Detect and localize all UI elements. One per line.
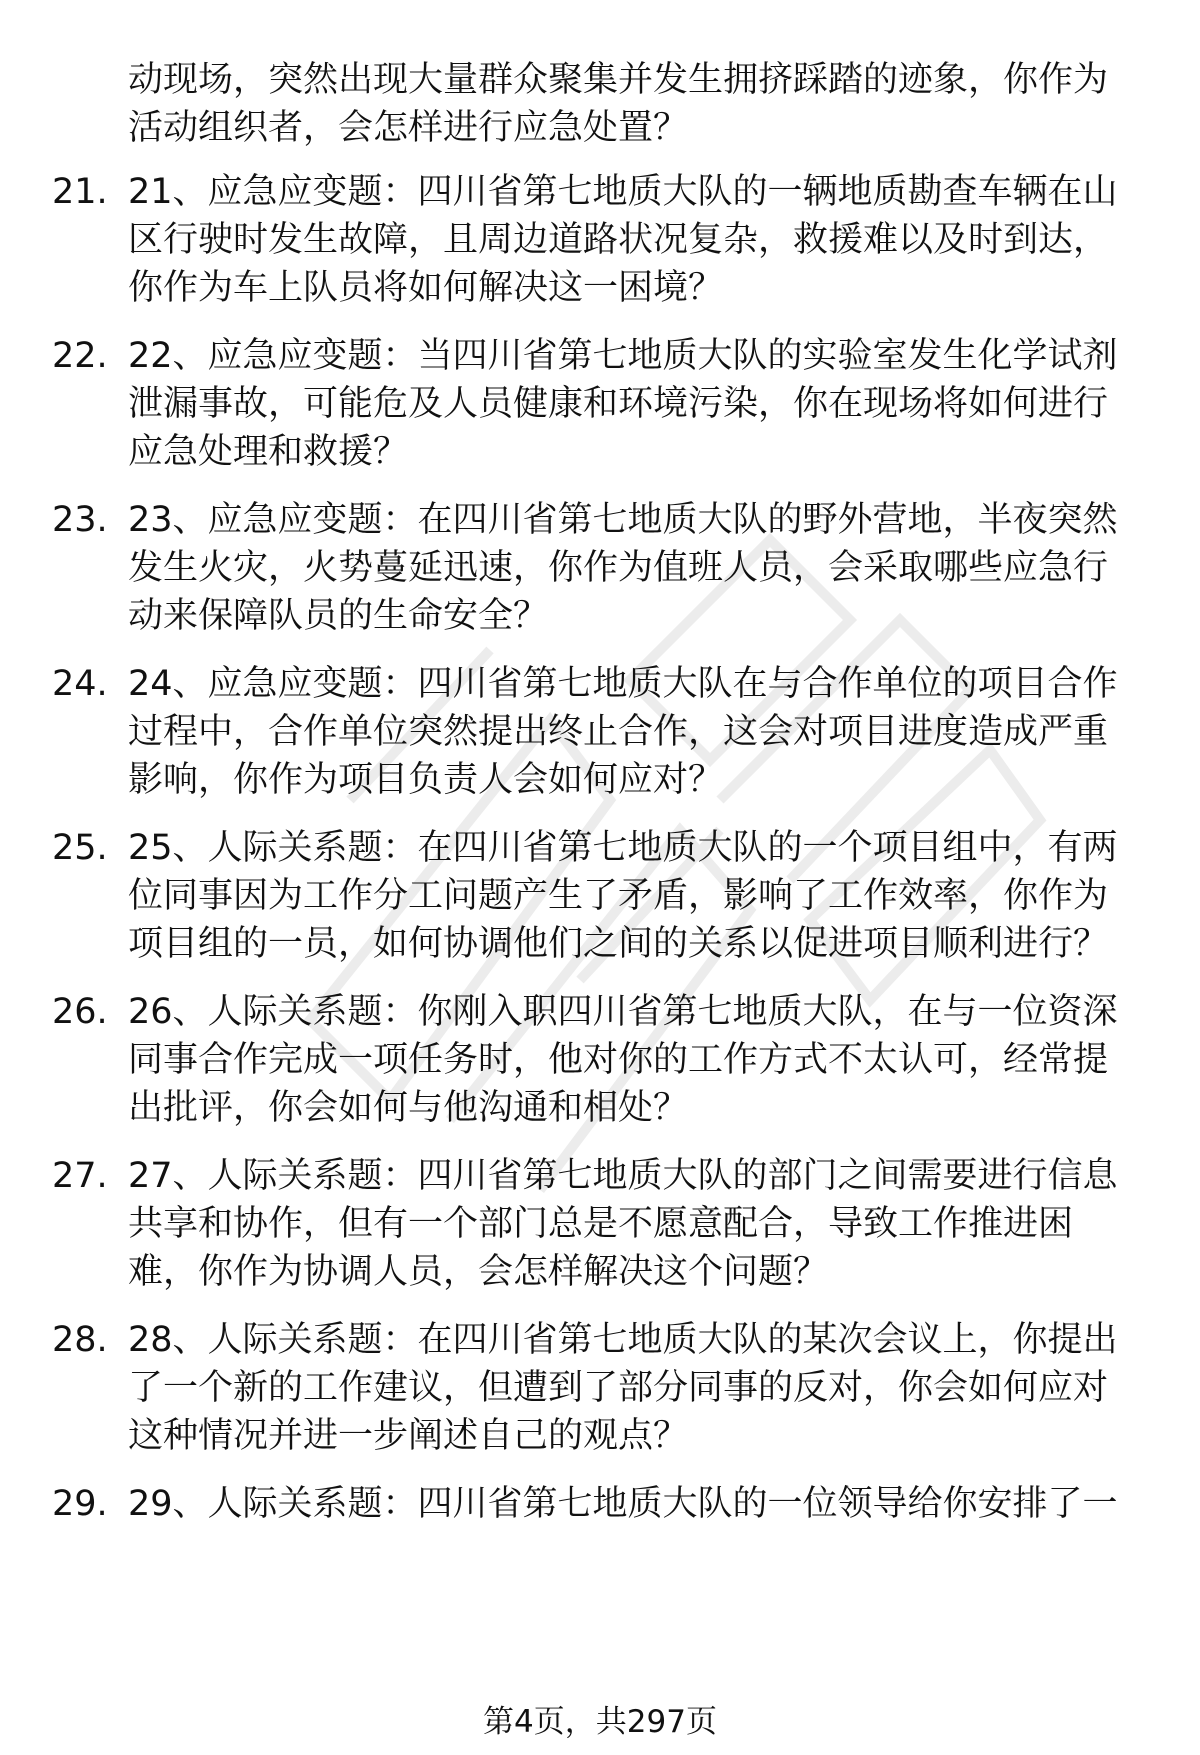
item-text [128, 988, 1158, 1132]
item-text [128, 1316, 1158, 1460]
item-text [128, 332, 1158, 476]
item-number: 22. [52, 336, 108, 376]
item-number: 29. [52, 1484, 108, 1524]
text-line: 你作为车上队员将如何解决这一困境？ [128, 268, 724, 308]
continued-question-text [128, 56, 1148, 152]
item-text [128, 1152, 1158, 1296]
item-text [128, 496, 1158, 640]
text-line: 了一个新的工作建议，但遭到了部分同事的反对，你会如何应对 [128, 1368, 1109, 1408]
text-line: 出批评，你会如何与他沟通和相处？ [128, 1088, 689, 1128]
text-line: 21、应急应变题：四川省第七地质大队的一辆地质勘查车辆在山 [128, 172, 1118, 212]
item-text [128, 660, 1158, 804]
text-line: 共享和协作，但有一个部门总是不愿意配合，导致工作推进困 [128, 1204, 1074, 1244]
item-number: 21. [52, 172, 108, 212]
text-line: 22、应急应变题：当四川省第七地质大队的实验室发生化学试剂 [128, 336, 1118, 376]
text-line: 动来保障队员的生命安全？ [128, 596, 549, 636]
text-line: 应急处理和救援？ [128, 432, 409, 472]
item-text [128, 168, 1158, 312]
text-line: 24、应急应变题：四川省第七地质大队在与合作单位的项目合作 [128, 664, 1118, 704]
text-line: 这种情况并进一步阐述自己的观点？ [128, 1416, 689, 1456]
text-line: 区行驶时发生故障，且周边道路状况复杂，救援难以及时到达， [128, 220, 1109, 260]
item-number: 28. [52, 1320, 108, 1360]
item-text [128, 824, 1158, 968]
text-line: 25、人际关系题：在四川省第七地质大队的一个项目组中，有两 [128, 828, 1118, 868]
text-line: 活动组织者，会怎样进行应急处置？ [128, 108, 689, 148]
page-number-footer: 第4页，共297页 [483, 1704, 717, 1740]
text-line: 动现场，突然出现大量群众聚集并发生拥挤踩踏的迹象，你作为 [128, 60, 1109, 100]
item-number: 24. [52, 664, 108, 704]
text-line: 29、人际关系题：四川省第七地质大队的一位领导给你安排了一 [128, 1484, 1118, 1524]
text-line: 项目组的一员，如何协调他们之间的关系以促进项目顺利进行？ [128, 924, 1109, 964]
text-line: 位同事因为工作分工问题产生了矛盾，影响了工作效率，你作为 [128, 876, 1109, 916]
text-line: 影响，你作为项目负责人会如何应对？ [128, 760, 724, 800]
text-line: 过程中，合作单位突然提出终止合作，这会对项目进度造成严重 [128, 712, 1109, 752]
item-number: 27. [52, 1156, 108, 1196]
text-line: 26、人际关系题：你刚入职四川省第七地质大队，在与一位资深 [128, 992, 1118, 1032]
text-line: 23、应急应变题：在四川省第七地质大队的野外营地，半夜突然 [128, 500, 1118, 540]
item-text [128, 1480, 1158, 1528]
item-number: 25. [52, 828, 108, 868]
text-line: 发生火灾，火势蔓延迅速，你作为值班人员，会采取哪些应急行 [128, 548, 1109, 588]
item-number: 26. [52, 992, 108, 1032]
text-line: 难，你作为协调人员，会怎样解决这个问题？ [128, 1252, 829, 1292]
text-line: 27、人际关系题：四川省第七地质大队的部门之间需要进行信息 [128, 1156, 1118, 1196]
text-line: 同事合作完成一项任务时，他对你的工作方式不太认可，经常提 [128, 1040, 1109, 1080]
text-line: 泄漏事故，可能危及人员健康和环境污染，你在现场将如何进行 [128, 384, 1109, 424]
text-line: 28、人际关系题：在四川省第七地质大队的某次会议上，你提出 [128, 1320, 1118, 1360]
item-number: 23. [52, 500, 108, 540]
